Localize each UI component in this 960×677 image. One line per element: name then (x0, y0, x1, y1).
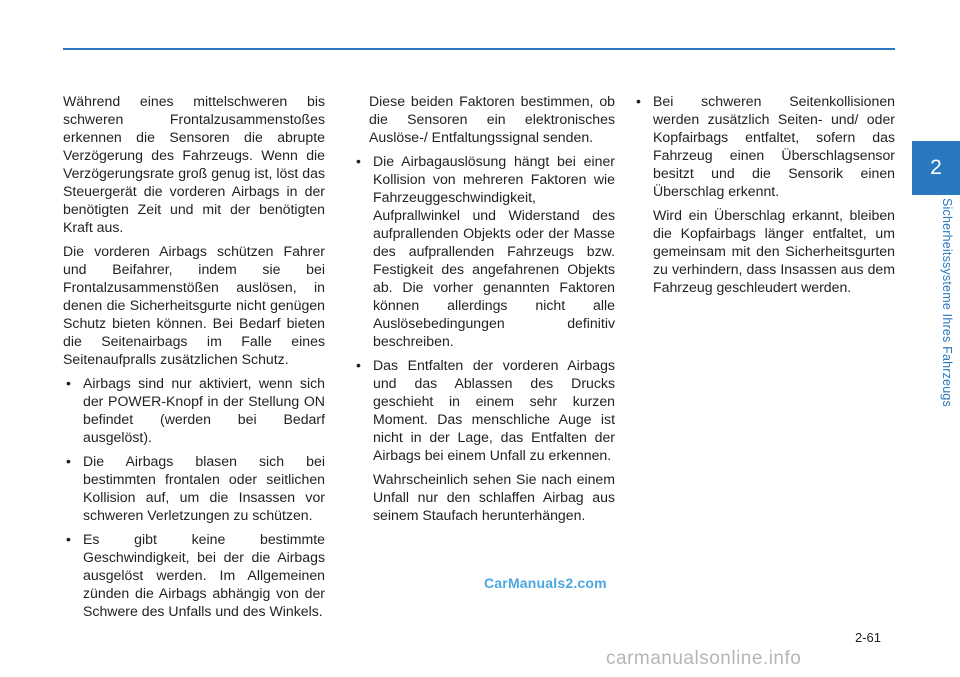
paragraph: Die vorderen Airbags schützen Fahrer und Beifahrer, indem sie bei Frontalzusammenstößen auslösen, in denen die Sicherheitsgurte nicht genügen Schutz bieten können. Bei Bedarf bieten die Seitenairbags im Falle eines Seitenaufpralls zusätzlichen Schutz. (63, 243, 325, 367)
chapter-number-tab: 2 (912, 141, 960, 195)
list-item (353, 356, 615, 524)
paragraph: Während eines mittelschweren bis schweren Frontalzusammenstoßes erkennen die Sensoren die abrupte Verzögerung des Fahrzeugs. Wenn die Verzögerungsrate groß genug ist, löst das Steuergerät die vorderen Airbags in der benötigten Zeit und mit der benötigten Kraft aus. (63, 93, 325, 235)
paragraph: Diese beiden Faktoren bestimmen, ob die Sensoren ein elektronisches Auslöse-/ Entfaltungssignal senden. (369, 93, 615, 145)
list-item-text: Es gibt keine bestimmte Geschwindigkeit, bei der die Airbags ausgelöst werden. Im Allgemeinen zünden die Airbags abhängig von der Schwere des Unfalls und des Winkels. (83, 531, 325, 619)
bullet-list (353, 152, 615, 524)
chapter-title: Sicherheitssysteme Ihres Fahrzeugs (940, 198, 954, 407)
bullet-icon: • (66, 531, 71, 547)
text-column-2 (353, 92, 615, 530)
bullet-list (63, 374, 325, 620)
list-item-text: Bei schweren Seitenkollisionen werden zusätzlich Seiten- und/ oder Kopfairbags entfaltet, sofern das Fahrzeug einen Überschlagsensor besitzt und die Sensorik einen Überschlag erkennt. (653, 93, 895, 199)
bullet-icon: • (66, 375, 71, 391)
footer-watermark: carmanualsonline.info (606, 648, 802, 669)
list-item (63, 530, 325, 620)
list-item-text: Die Airbagauslösung hängt bei einer Kollision von mehreren Faktoren wie Fahrzeuggeschwindigkeit, Aufprallwinkel und Widerstand des aufprallenden Objekts oder der Masse des aufprallenden Fahrzeugs bzw. Festigkeit des angefahrenen Objekts ab. Die vorher genannten Faktoren können allerdings nicht alle Auslösebedingungen definitiv beschreiben. (373, 153, 615, 349)
list-item-text: Das Entfalten der vorderen Airbags und das Ablassen des Drucks geschieht in einem sehr kurzen Moment. Das menschliche Auge ist nicht in der Lage, das Entfalten der Airbags bei einem Unfall zu erkennen. (373, 357, 615, 463)
list-item-text: Airbags sind nur aktiviert, wenn sich der POWER-Knopf in der Stellung ON befindet (werden bei Bedarf ausgelöst). (83, 375, 325, 445)
list-item (63, 452, 325, 524)
list-item-continuation: Wird ein Überschlag erkannt, bleiben die Kopfairbags länger entfaltet, um gemeinsam mit den Sicherheitsgurten zu verhindern, dass Insassen aus dem Fahrzeug geschleudert werden. (653, 207, 895, 295)
list-item-continuation: Wahrscheinlich sehen Sie nach einem Unfall nur den schlaffen Airbag aus seinem Staufach herunterhängen. (373, 471, 615, 523)
text-column-1 (63, 92, 325, 626)
bullet-icon: • (636, 93, 641, 109)
bullet-icon: • (356, 153, 361, 169)
page-number: 2-61 (855, 630, 882, 645)
list-item (633, 92, 895, 296)
list-item (353, 152, 615, 350)
carmanuals-watermark: CarManuals2.com (484, 575, 607, 591)
bullet-icon: • (356, 357, 361, 373)
list-item (63, 374, 325, 446)
bullet-list (633, 92, 895, 296)
list-item-text: Die Airbags blasen sich bei bestimmten frontalen oder seitlichen Kollision auf, um die Insassen vor schweren Verletzungen zu schützen. (83, 453, 325, 523)
header-rule (63, 48, 895, 50)
text-column-3 (633, 92, 895, 302)
bullet-icon: • (66, 453, 71, 469)
